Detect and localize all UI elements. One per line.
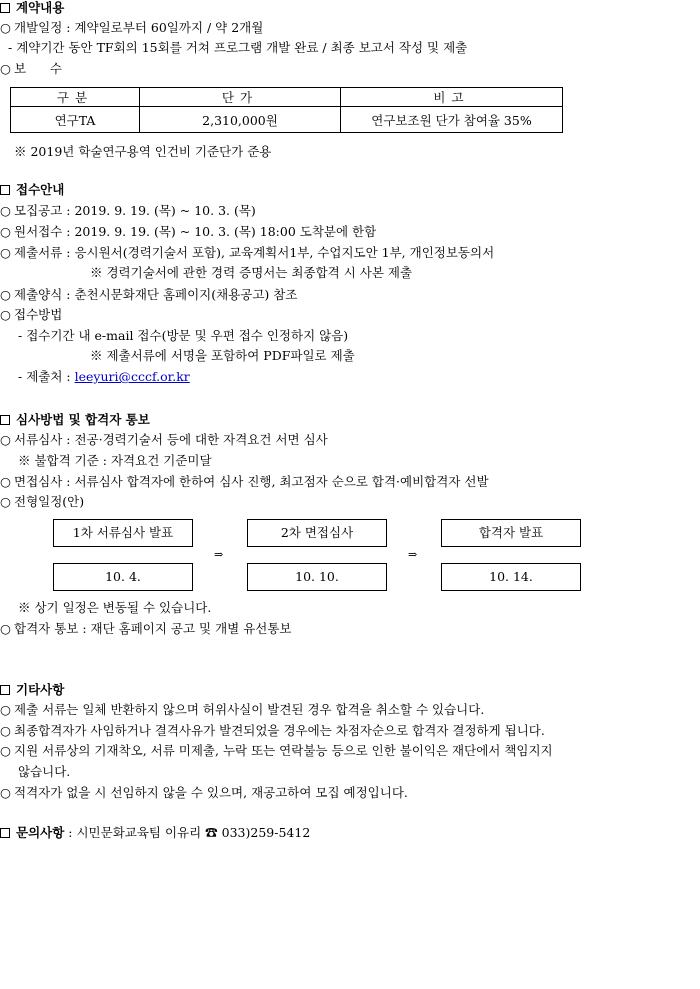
contact-heading: 문의사항	[16, 825, 65, 840]
application-method-email: - 접수기간 내 e-mail 접수(방문 및 우편 접수 인정하지 않음)	[18, 328, 349, 343]
pay-table-header-price: 단가	[140, 88, 341, 107]
contact-text: : 시민문화교육팀 이유리 ☎ 033)259-5412	[64, 825, 311, 840]
application-item-recruit: ○ 모집공고 : 2019. 9. 19. (목) ~ 10. 3. (목)	[0, 203, 256, 218]
application-item-docs: ○ 제출서류 : 응시원서(경력기술서 포함), 교육계획서1부, 수업지도안 1부, 개인정보동의서	[0, 245, 495, 260]
checkbox-square-icon	[0, 185, 10, 195]
review-interview: ○ 면접심사 : 서류심사 합격자에 한하여 심사 진행, 최고점자 순으로 합격·예비합격자 선발	[0, 474, 489, 489]
pay-table	[10, 87, 563, 133]
pay-table-cell-remark: 연구보조원 단가 참여율 35%	[341, 107, 563, 133]
review-notice: ○ 합격자 통보 : 재단 홈페이지 공고 및 개별 유선통보	[0, 621, 292, 636]
submit-email-link[interactable]: leeyuri@cccf.or.kr	[74, 369, 190, 384]
etc-item: ○ 적격자가 없을 시 선임하지 않을 수 있으며, 재공고하여 모집 예정입니다.	[0, 785, 408, 800]
pay-table-header-remark: 비고	[341, 88, 563, 107]
review-fail-criteria: ※ 불합격 기준 : 자격요건 기준미달	[18, 453, 212, 468]
etc-item: ○ 최종합격자가 사임하거나 결격사유가 발견되었을 경우에는 차점자순으로 합격자 결정하게 됩니다.	[0, 723, 545, 738]
application-method: ○ 접수방법	[0, 307, 63, 322]
review-doc: ○ 서류심사 : 전공·경력기술서 등에 대한 자격요건 서면 심사	[0, 432, 328, 447]
contract-heading: 계약내용	[0, 0, 64, 16]
flow-date-3: 10. 14.	[441, 563, 581, 591]
checkbox-square-icon	[0, 685, 10, 695]
checkbox-square-icon	[0, 3, 10, 13]
contract-period: ○ 개발일정 : 계약일로부터 60일까지 / 약 2개월	[0, 20, 264, 35]
contract-pay-label: ○ 보 수	[0, 61, 62, 76]
application-docs-note: ※ 경력기술서에 관한 경력 증명서는 최종합격 시 사본 제출	[90, 265, 413, 280]
etc-heading: 기타사항	[0, 682, 64, 698]
flow-arrow-icon: ⇒	[408, 548, 418, 561]
flow-step-2: 2차 면접심사	[247, 519, 387, 547]
flow-date-1: 10. 4.	[53, 563, 193, 591]
review-schedule-label: ○ 전형일정(안)	[0, 494, 85, 509]
pay-table-cell-category: 연구TA	[11, 107, 140, 133]
flow-step-1: 1차 서류심사 발표	[53, 519, 193, 547]
etc-item: ○ 제출 서류는 일체 반환하지 않으며 허위사실이 발견된 경우 합격을 취소할 수 있습니다.	[0, 702, 485, 717]
application-item-receipt: ○ 원서접수 : 2019. 9. 19. (목) ~ 10. 3. (목) 18:00 도착분에 한함	[0, 224, 377, 239]
contract-note: ※ 2019년 학술연구용역 인건비 기준단가 준용	[14, 144, 272, 159]
checkbox-square-icon	[0, 415, 10, 425]
checkbox-square-icon	[0, 828, 10, 838]
review-schedule-note: ※ 상기 일정은 변동될 수 있습니다.	[18, 600, 212, 615]
contact-line	[0, 825, 310, 841]
pay-table-cell-price: 2,310,000원	[140, 107, 341, 133]
application-submit: - 제출처 : leeyuri@cccf.or.kr	[18, 369, 190, 384]
application-format: ○ 제출양식 : 춘천시문화재단 홈페이지(채용공고) 참조	[0, 287, 298, 302]
application-method-note: ※ 제출서류에 서명을 포함하여 PDF파일로 제출	[90, 348, 355, 363]
contract-period-note: - 계약기간 동안 TF회의 15회를 거쳐 프로그램 개발 완료 / 최종 보고서 작성 및 제출	[8, 40, 468, 55]
flow-arrow-icon: ⇒	[214, 548, 224, 561]
pay-table-header-category: 구분	[11, 88, 140, 107]
etc-item-continuation: 않습니다.	[18, 764, 71, 779]
etc-item: ○ 지원 서류상의 기재착오, 서류 미제출, 누락 또는 연락불능 등으로 인한 불이익은 재단에서 책임지지	[0, 743, 553, 758]
flow-date-2: 10. 10.	[247, 563, 387, 591]
review-heading: 심사방법 및 합격자 통보	[0, 412, 150, 428]
application-heading: 접수안내	[0, 182, 64, 198]
flow-step-3: 합격자 발표	[441, 519, 581, 547]
